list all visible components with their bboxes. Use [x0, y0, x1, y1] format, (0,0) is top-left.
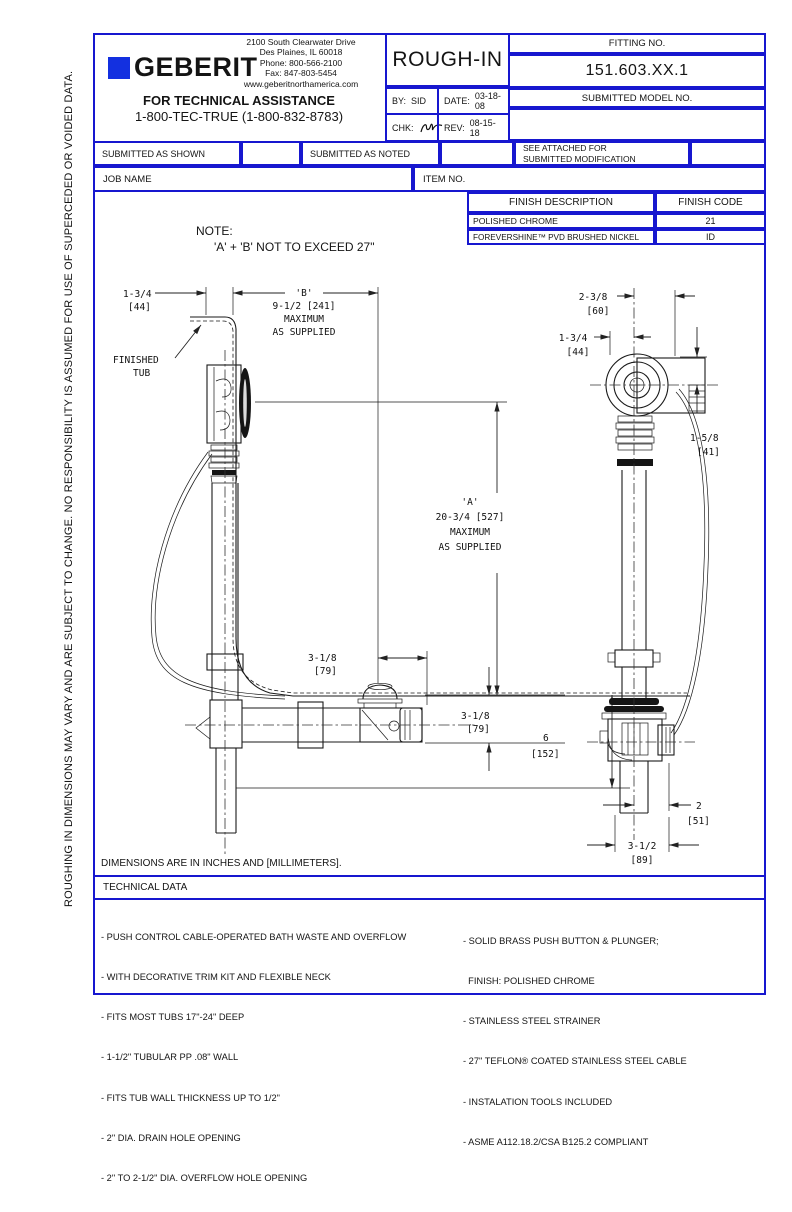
company-address [220, 37, 382, 89]
company-website: www.geberitnorthamerica.com [243, 78, 359, 89]
see-attached-line1: SEE ATTACHED FOR [523, 143, 607, 153]
dim-head-width [579, 290, 695, 356]
svg-text:1-5/8: 1-5/8 [690, 433, 719, 444]
drain-outlet-body [600, 719, 674, 761]
address-line: Phone: 800-566-2100 [259, 57, 343, 68]
by-cell [385, 87, 439, 115]
tech-item: - INSTALATION TOOLS INCLUDED [463, 1096, 613, 1107]
finish-code-value: ID [706, 232, 715, 242]
tech-item: - ASME A112.18.2/CSA B125.2 COMPLIANT [463, 1136, 649, 1147]
submitted-model-value-cell [508, 108, 766, 141]
address-line: Des Plaines, IL 60018 [259, 47, 343, 58]
dim-left-offset [123, 287, 233, 315]
svg-text:20-3/4 [527]: 20-3/4 [527] [435, 512, 505, 523]
fitting-no-cell [508, 54, 766, 88]
assistance-title: FOR TECHNICAL ASSISTANCE [143, 93, 335, 108]
dim-b [233, 287, 378, 683]
finished-tub-label [113, 325, 201, 379]
svg-text:3-1/2: 3-1/2 [627, 841, 657, 852]
tub-inner-line [190, 321, 687, 693]
submitted-as-shown-checkbox-cell [241, 141, 301, 166]
tech-item: - 1-1/2" TUBULAR PP .08" WALL [101, 1052, 239, 1063]
flexible-neck-bellows [616, 416, 654, 466]
rev-label: REV: [444, 122, 465, 133]
svg-text:AS SUPPLIED: AS SUPPLIED [272, 327, 336, 338]
technical-data-left-column [101, 904, 461, 1212]
svg-text:2: 2 [696, 801, 702, 812]
doc-type-title: ROUGH-IN [392, 48, 503, 71]
item-no-label: ITEM NO. [423, 173, 466, 185]
tech-item: - 2" DIA. DRAIN HOLE OPENING [101, 1132, 241, 1143]
svg-text:[152]: [152] [531, 749, 560, 760]
tech-item: - SOLID BRASS PUSH BUTTON & PLUNGER; [463, 935, 659, 946]
svg-text:3-1/8: 3-1/8 [308, 653, 337, 664]
doc-type-cell [385, 33, 510, 87]
svg-text:[44]: [44] [128, 302, 151, 313]
chk-label: CHK: [392, 122, 414, 133]
note-title: NOTE: [196, 224, 233, 238]
fitting-no-label: FITTING NO. [608, 38, 666, 49]
submitted-model-label: SUBMITTED MODEL NO. [581, 92, 693, 104]
finish-code-header-label: FINISH CODE [678, 197, 743, 208]
svg-text:3-1/8: 3-1/8 [461, 711, 490, 722]
svg-text:6: 6 [543, 733, 549, 744]
finish-row-description [467, 229, 655, 245]
finish-row-code [655, 229, 766, 245]
tech-item: - 27" TEFLON® COATED STAINLESS STEEL CABLE [463, 1056, 687, 1067]
date-label: DATE: [444, 96, 470, 106]
dim-outlet [603, 763, 710, 827]
rev-cell [437, 113, 510, 142]
svg-text:2-3/8: 2-3/8 [578, 292, 608, 303]
by-value: SID [411, 96, 427, 106]
submitted-as-shown-label: SUBMITTED AS SHOWN [102, 148, 206, 159]
dim-head-height [680, 327, 720, 458]
svg-text:1-3/4: 1-3/4 [123, 289, 152, 300]
see-attached-line2: SUBMITTED MODIFICATION [523, 153, 636, 164]
finish-code-value: 21 [705, 216, 716, 226]
svg-text:[89]: [89] [630, 855, 654, 866]
job-name-cell [93, 166, 413, 192]
control-cable [151, 452, 285, 699]
finish-code-header [655, 192, 766, 213]
note-body: 'A' + 'B' NOT TO EXCEED 27" [214, 240, 375, 254]
finish-description-value: FOREVERSHINE™ PVD BRUSHED NICKEL [473, 232, 640, 242]
submitted-as-shown-cell [93, 141, 241, 166]
submitted-model-label-cell [508, 88, 766, 108]
svg-text:MAXIMUM: MAXIMUM [449, 527, 491, 538]
technical-data-right-column [463, 908, 761, 1176]
submitted-as-noted-cell [301, 141, 440, 166]
svg-text:[41]: [41] [697, 447, 720, 458]
rough-in-drawing [95, 255, 764, 875]
date-cell [437, 87, 510, 115]
control-cable [155, 454, 285, 696]
right-view-drawing [559, 288, 720, 866]
dim-body-width [587, 815, 699, 866]
dim-a [255, 402, 507, 695]
address-line: 2100 South Clearwater Drive [246, 37, 356, 47]
tech-item: - STAINLESS STEEL STRAINER [463, 1016, 601, 1027]
finish-description-header-label: FINISH DESCRIPTION [509, 197, 613, 208]
svg-text:AS SUPPLIED: AS SUPPLIED [438, 542, 502, 553]
waste-tee [210, 700, 242, 748]
fitting-no-value: 151.603.XX.1 [585, 62, 689, 79]
technical-data-title: TECHNICAL DATA [103, 882, 188, 893]
left-view-drawing [113, 287, 690, 855]
tech-item: - PUSH CONTROL CABLE-OPERATED BATH WASTE AND OVERFLOW [101, 931, 407, 942]
finish-row-description [467, 213, 655, 229]
item-no-cell [413, 166, 766, 192]
submitted-as-noted-checkbox-cell [440, 141, 514, 166]
flexible-neck-bellows [209, 445, 239, 483]
job-name-label: JOB NAME [103, 173, 152, 185]
svg-text:'A': 'A' [461, 497, 479, 508]
svg-text:FINISHED: FINISHED [113, 355, 159, 366]
chk-cell [385, 113, 439, 142]
by-label: BY: [392, 96, 407, 106]
cable-ball [389, 721, 399, 731]
finish-description-header [467, 192, 655, 213]
date-value: 03-18-08 [474, 91, 501, 111]
svg-text:TUB: TUB [133, 368, 151, 379]
dim-drain-offset [308, 651, 427, 705]
finish-row-code [655, 213, 766, 229]
tech-item: - 2" TO 2-1/2" DIA. OVERFLOW HOLE OPENING [101, 1173, 308, 1184]
see-attached-checkbox-cell [690, 141, 766, 166]
see-attached-cell [514, 141, 690, 166]
submitted-as-noted-label: SUBMITTED AS NOTED [310, 148, 411, 159]
units-note: DIMENSIONS ARE IN INCHES AND [MILLIMETERS]. [101, 858, 342, 869]
side-disclaimer-text: ROUGHING IN DIMENSIONS MAY VARY AND ARE SUBJECT TO CHANGE. NO RESPONSIBILITY IS ASSUMED FOR USE OF SUPERCEDED OR VOIDED DATA. [63, 70, 75, 907]
tech-item: - WITH DECORATIVE TRIM KIT AND FLEXIBLE NECK [101, 972, 331, 983]
address-line: Fax: 847-803-5454 [265, 68, 337, 79]
svg-text:MAXIMUM: MAXIMUM [283, 314, 325, 325]
svg-text:'B': 'B' [295, 288, 313, 299]
brand-name: GEBERIT [134, 52, 258, 82]
tub-outline [190, 317, 690, 696]
head-linkage [216, 411, 230, 430]
fitting-no-label-cell [508, 33, 766, 54]
svg-text:[79]: [79] [314, 666, 337, 677]
rev-value: 08-15-18 [469, 117, 496, 138]
svg-text:[60]: [60] [586, 306, 610, 317]
tech-item: - FITS MOST TUBS 17"-24" DEEP [101, 1012, 245, 1023]
head-linkage [216, 379, 231, 397]
technical-data-header [93, 875, 766, 900]
svg-text:1-3/4: 1-3/4 [558, 333, 588, 344]
svg-text:[79]: [79] [467, 724, 490, 735]
svg-text:[44]: [44] [566, 347, 590, 358]
geberit-logo-icon [108, 57, 130, 79]
finish-description-value: POLISHED CHROME [473, 216, 558, 226]
tech-item: FINISH: POLISHED CHROME [463, 976, 595, 987]
svg-text:9-1/2 [241]: 9-1/2 [241] [272, 301, 336, 312]
overflow-head-bracket [637, 358, 705, 413]
tech-item: - FITS TUB WALL THICKNESS UP TO 1/2" [101, 1092, 280, 1103]
assistance-phone: 1-800-TEC-TRUE (1-800-832-8783) [134, 109, 344, 124]
svg-text:[51]: [51] [687, 816, 710, 827]
